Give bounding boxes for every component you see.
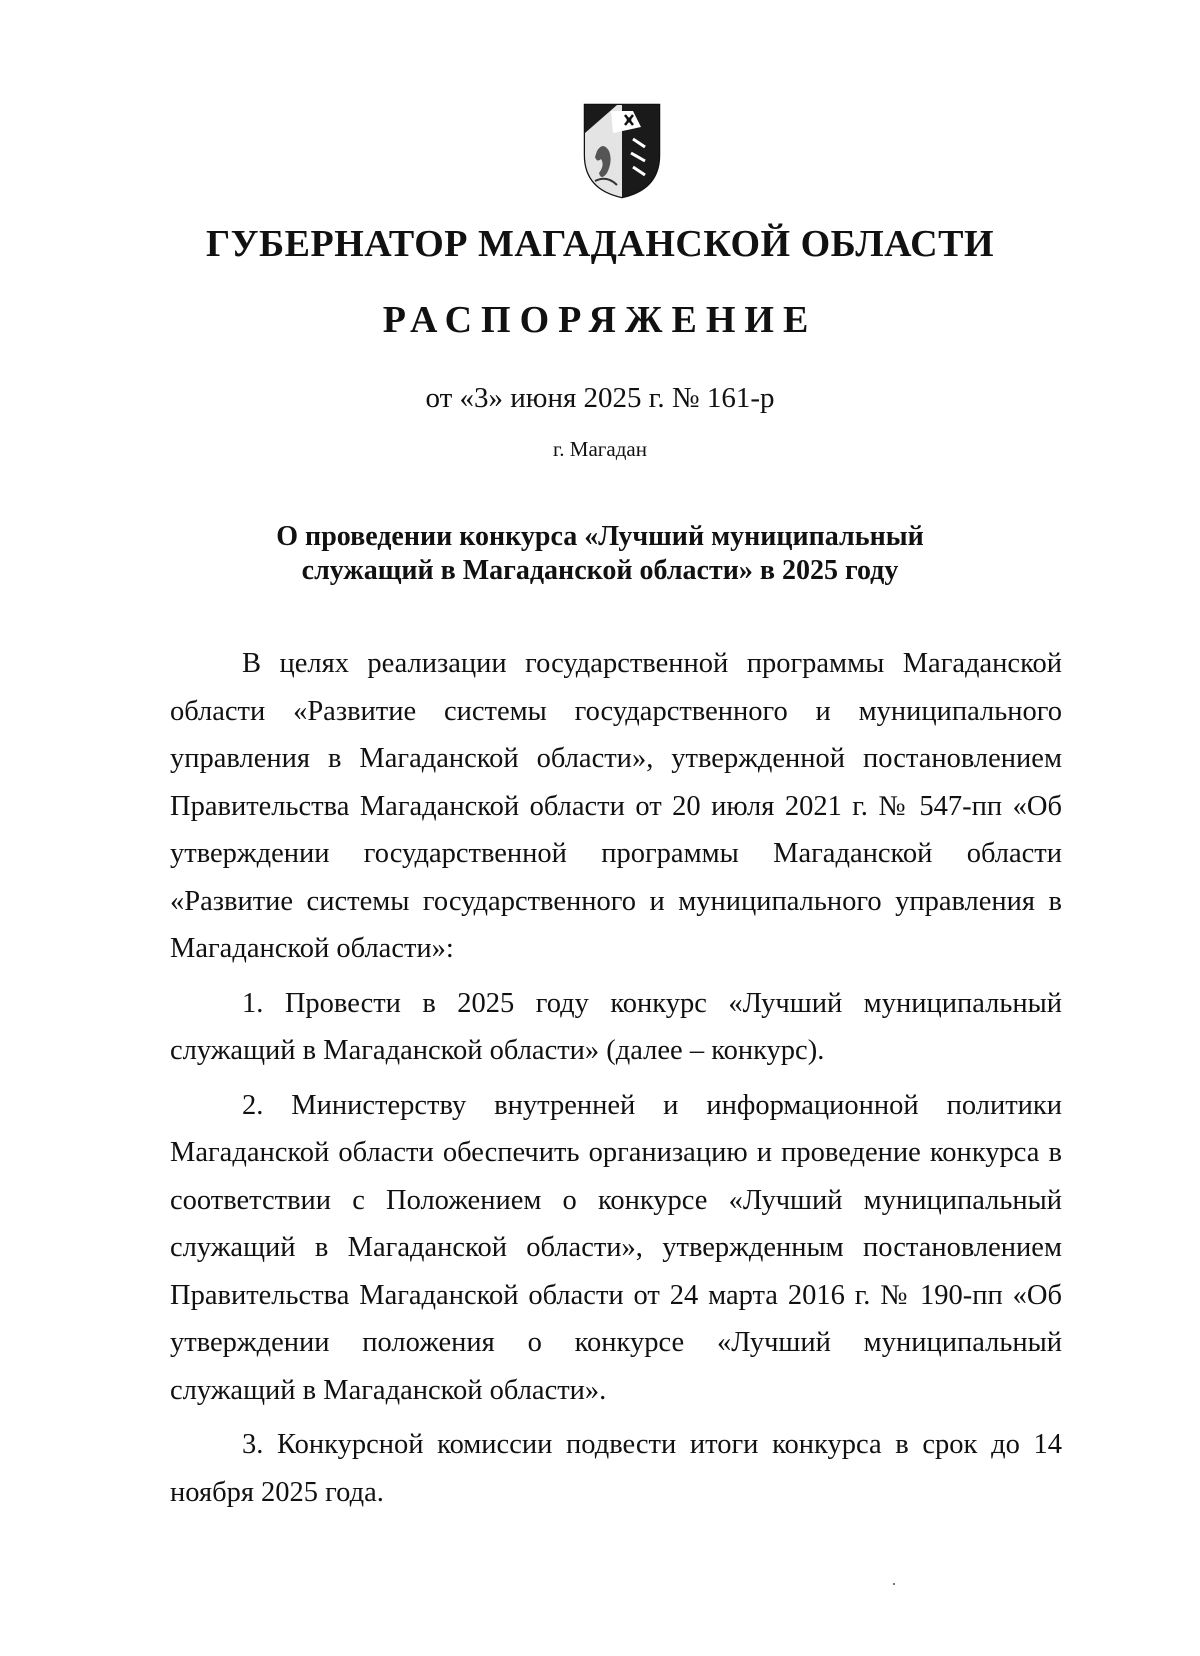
document-type: РАСПОРЯЖЕНИЕ — [382, 299, 818, 341]
preamble-paragraph: В целях реализации государственной программы Магаданской области «Развитие системы государственного и муниципального управления в Магаданской области», утвержденной постановлением Правительства Магаданской области от 20 июля 2021 г. № 547-пп «Об утверждении государственной программы Магаданской области «Развитие системы государственного и муниципального управления в Магаданской области»: — [170, 648, 1062, 964]
document-title — [0, 520, 1200, 588]
coat-of-arms-icon — [583, 103, 661, 199]
title-line-1: О проведении конкурса «Лучший муниципальный — [276, 521, 924, 552]
issuing-authority: ГУБЕРНАТОР МАГАДАНСКОЙ ОБЛАСТИ — [205, 223, 995, 265]
document-city: г. Магадан — [553, 437, 647, 461]
title-line-2: служащий в Магаданской области» в 2025 году — [301, 555, 899, 586]
item-1-paragraph: 1. Провести в 2025 году конкурс «Лучший муниципальный служащий в Магаданской области» (далее – конкурс). — [170, 987, 1062, 1066]
document-body — [170, 640, 1062, 1523]
item-3-paragraph: 3. Конкурсной комиссии подвести итоги конкурса в срок до 14 ноября 2025 года. — [170, 1429, 1062, 1508]
document-date-number: от «3» июня 2025 г. № 161-р — [425, 382, 775, 414]
scan-artifact — [893, 1583, 895, 1585]
item-2-paragraph: 2. Министерству внутренней и информационной политики Магаданской области обеспечить организацию и проведение конкурса в соответствии с Положением о конкурсе «Лучший муниципальный служащий в Магаданской области», утвержденным постановлением Правительства Магаданской области от 24 марта 2016 г. № 190-пп «Об утверждении положения о конкурсе «Лучший муниципальный служащий в Магаданской области». — [170, 1089, 1062, 1406]
